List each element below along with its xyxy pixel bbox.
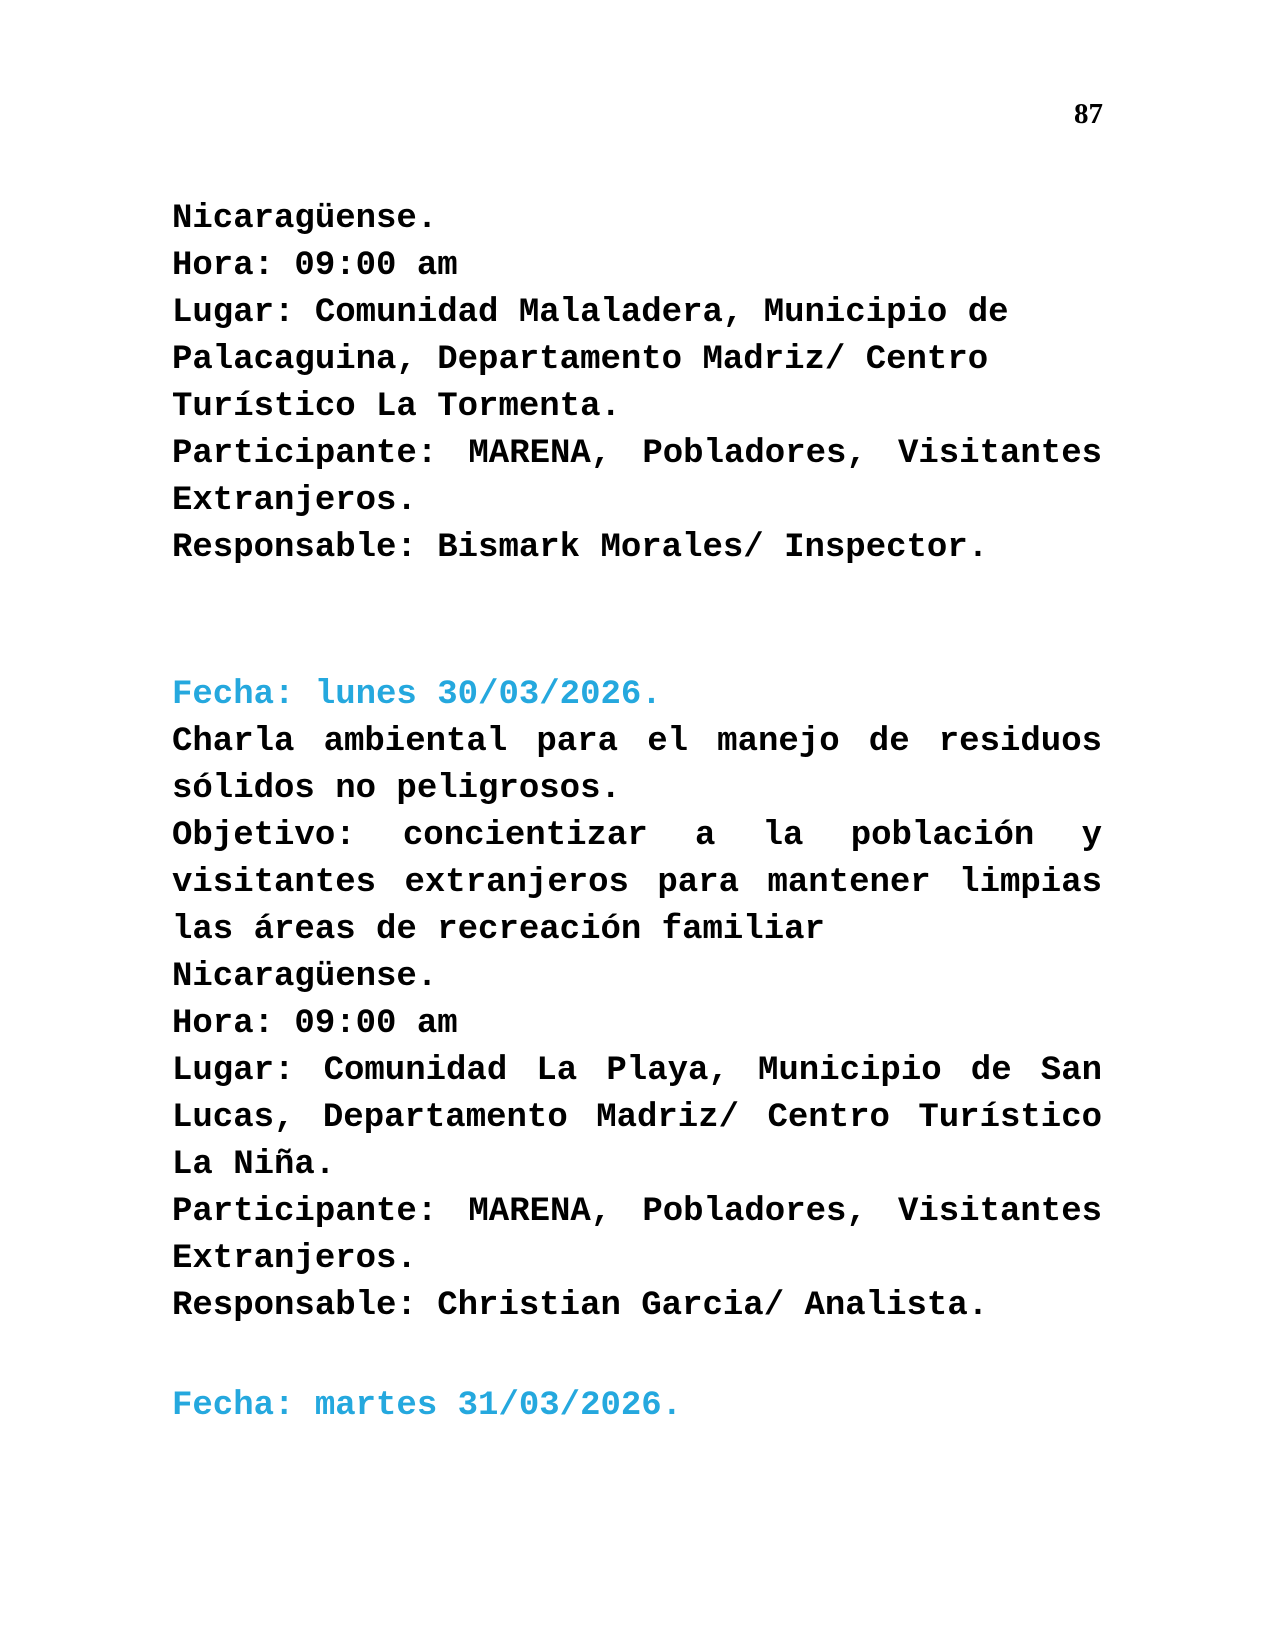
text-line: Lugar: Comunidad La Playa, Municipio de San xyxy=(172,1052,1102,1090)
text-line: Nicaragüense. xyxy=(172,958,438,996)
text-line: Palacaguina, Departamento Madriz/ Centro xyxy=(172,341,989,379)
date-heading: Fecha: martes 31/03/2026. xyxy=(172,1387,683,1425)
text-line: Participante: MARENA, Pobladores, Visitantes xyxy=(172,1193,1102,1231)
text-line: Nicaragüense. xyxy=(172,200,438,238)
text-line: Turístico La Tormenta. xyxy=(172,388,621,426)
text-line: Lugar: Comunidad Malaladera, Municipio de xyxy=(172,294,1009,332)
text-line: las áreas de recreación familiar xyxy=(172,911,825,949)
page-number: 87 xyxy=(1074,98,1103,130)
date-heading: Fecha: lunes 30/03/2026. xyxy=(172,676,662,714)
text-line: Extranjeros. xyxy=(172,1240,417,1278)
text-line: visitantes extranjeros para mantener limpias xyxy=(172,864,1102,902)
text-line: La Niña. xyxy=(172,1146,336,1184)
text-line: Charla ambiental para el manejo de residuos xyxy=(172,723,1102,761)
text-line: Responsable: Christian Garcia/ Analista. xyxy=(172,1287,989,1325)
text-line: Responsable: Bismark Morales/ Inspector. xyxy=(172,529,989,567)
text-line: Hora: 09:00 am xyxy=(172,247,458,285)
text-line: Hora: 09:00 am xyxy=(172,1005,458,1043)
text-line: sólidos no peligrosos. xyxy=(172,770,621,808)
text-line: Objetivo: concientizar a la población y xyxy=(172,817,1102,855)
document-body xyxy=(172,196,1102,1430)
text-line: Participante: MARENA, Pobladores, Visitantes xyxy=(172,435,1102,473)
text-line: Lucas, Departamento Madriz/ Centro Turístico xyxy=(172,1099,1102,1137)
text-line: Extranjeros. xyxy=(172,482,417,520)
